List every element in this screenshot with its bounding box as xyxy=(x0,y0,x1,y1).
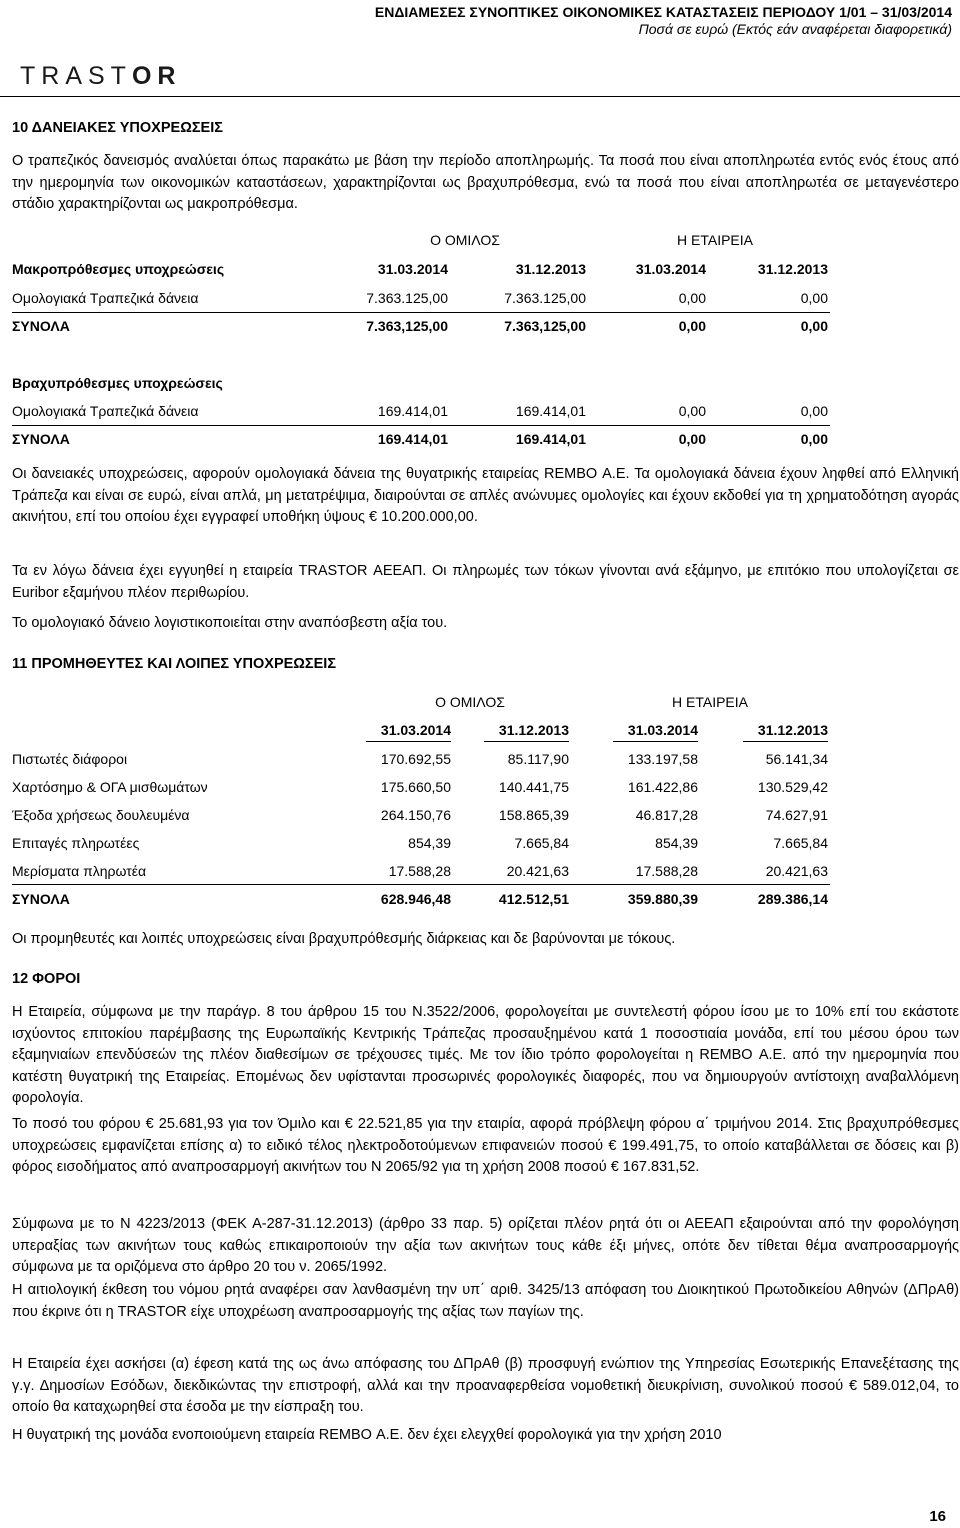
table-cell: 0,00 xyxy=(678,403,706,419)
total-cell: 169.414,01 xyxy=(515,431,586,447)
total-cell: 0,00 xyxy=(800,431,828,447)
table-cell: 7.363.125,00 xyxy=(504,290,586,306)
table-cell: 854,39 xyxy=(655,835,698,851)
table-cell: 158.865,39 xyxy=(498,807,569,823)
table-cell: 20.421,63 xyxy=(506,863,569,879)
long-term-title: Μακροπρόθεσμες υποχρεώσεις xyxy=(12,261,225,277)
table-rule xyxy=(12,425,830,426)
total-label: ΣΥΝΟΛΑ xyxy=(12,891,70,907)
table-cell: 7.363.125,00 xyxy=(366,290,448,306)
table-row-label: Ομολογιακά Τραπεζικά δάνεια xyxy=(12,290,199,306)
section-12-para-3: Σύμφωνα με το Ν 4223/2013 (ΦΕΚ Α-287-31.12.2013) (άρθρο 33 παρ. 5) ορίζεται πλέον ρητά ότι οι ΑΕΕΑΠ εξαιρούνται από την φορολόγηση υπεραξίας των ακινήτων τους καθώς επικαιροποιούν την αξία των ακινήτων τους κάθε έξι μήνες, οπότε δεν τίθεται θέμα αναπροσαρμογής σύμφωνα με τα οριζόμενα στο άρθρο 20 του ν. 2065/1992. xyxy=(12,1216,959,1275)
section-10-intro: Ο τραπεζικός δανεισμός αναλύεται όπως παρακάτω με βάση την περίοδο αποπληρωμής. Τα ποσά που είναι αποπληρωτέα εντός ενός έτους από την ημερομηνία των οικονομικών καταστάσεων, χαρακτηρίζονται ως βραχυπρόθεσμα, ενώ τα ποσά που είναι αποπληρωτέα σε μεταγενέστερο στάδιο χαρακτηρίζονται ως μακροπρόθεσμα. xyxy=(12,153,959,212)
table-rule xyxy=(12,884,830,885)
total-label: ΣΥΝΟΛΑ xyxy=(12,318,70,334)
table-cell: 161.422,86 xyxy=(627,779,698,795)
table-cell: 56.141,34 xyxy=(765,751,828,767)
short-term-title: Βραχυπρόθεσμες υποχρεώσεις xyxy=(12,375,223,391)
total-cell: 0,00 xyxy=(678,318,706,334)
total-cell: 359.880,39 xyxy=(627,891,698,907)
table-cell: 169.414,01 xyxy=(515,403,586,419)
section-12-para-1: Η Εταιρεία, σύμφωνα με την παράγρ. 8 του άρθρου 15 του Ν.3522/2006, φορολογείται με συντελεστή φόρου ίσου με το 10% επί του εκάστοτε ισχύοντος επιτοκίου παρέμβασης της Ευρωπαϊκής Κεντρικής Τράπεζας προσαυξημένου κατά 1 ποσοστιαία μονάδα, επί του μέσου όρου των εξαμηνιαίων επενδύσεών της πλέον διαθεσίμων σε τρέχουσες τιμές. Με τον ίδιο τρόπο φορολογείται η REMBO Α.Ε. από την ημερομηνία που κατέστη θυγατρική της Εταιρείας. Επομένως δεν υφίστανται προσωρινές φορολογικές διαφορές, που να δημιουργούν αντίστοιχη αναβαλλόμενη φορολογία. xyxy=(12,1004,959,1106)
date-underline xyxy=(613,741,698,742)
report-subtitle: Ποσά σε ευρώ (Εκτός εάν αναφέρεται διαφορετικά) xyxy=(638,21,952,37)
date-underline xyxy=(743,741,828,742)
table-cell: 7.665,84 xyxy=(514,835,569,851)
date-col: 31.03.2014 xyxy=(377,261,448,277)
total-cell: 169.414,01 xyxy=(377,431,448,447)
table-row-label: Έξοδα χρήσεως δουλευμένα xyxy=(12,807,190,823)
date-col: 31.03.2014 xyxy=(635,261,706,277)
report-title: ΕΝΔΙΑΜΕΣΕΣ ΣΥΝΟΠΤΙΚΕΣ ΟΙΚΟΝΟΜΙΚΕΣ ΚΑΤΑΣΤΑΣΕΙΣ ΠΕΡΙΟΔΟΥ 1/01 – 31/03/2014 xyxy=(374,4,952,20)
date-col: 31.12.2013 xyxy=(498,722,569,738)
date-col: 31.03.2014 xyxy=(627,722,698,738)
table-row-label: Επιταγές πληρωτέες xyxy=(12,835,140,851)
table-cell: 140.441,75 xyxy=(498,779,569,795)
total-cell: 0,00 xyxy=(678,431,706,447)
section-10-heading: 10 ΔΑΝΕΙΑΚΕΣ ΥΠΟΧΡΕΩΣΕΙΣ xyxy=(12,120,223,136)
section-11-heading: 11 ΠΡΟΜΗΘΕΥΤΕΣ ΚΑΙ ΛΟΙΠΕΣ ΥΠΟΧΡΕΩΣΕΙΣ xyxy=(12,656,337,672)
total-label: ΣΥΝΟΛΑ xyxy=(12,431,70,447)
total-cell: 628.946,48 xyxy=(380,891,451,907)
table-cell: 7.665,84 xyxy=(773,835,828,851)
section-12-para-4: Η αιτιολογική έκθεση του νόμου ρητά αναφέρει σαν λανθασμένη την υπ΄ αριθ. 3425/13 απόφαση του Διοικητικού Πρωτοδικείου Αθηνών (ΔΠρΑθ) που έκρινε ότι η TRASTOR είχε υποχρέωση αναπροσαρμογής της αξίας των παγίων της. xyxy=(12,1282,959,1320)
table-cell: 74.627,91 xyxy=(765,807,828,823)
total-cell: 289.386,14 xyxy=(757,891,828,907)
table-row-label: Πιστωτές διάφοροι xyxy=(12,751,128,767)
section-12-para-6: Η θυγατρική της μονάδα ενοποιούμενη εταιρεία REMBO Α.Ε. δεν έχει ελεγχθεί φορολογικά για την χρήση 2010 xyxy=(12,1427,722,1443)
table-cell: 20.421,63 xyxy=(765,863,828,879)
total-cell: 7.363,125,00 xyxy=(366,318,448,334)
group-label: Ο ΟΜΙΛΟΣ xyxy=(430,232,500,248)
date-col: 31.12.2013 xyxy=(515,261,586,277)
table-row-label: Μερίσματα πληρωτέα xyxy=(12,863,147,879)
section-10-para-3: Το ομολογιακό δάνειο λογιστικοποιείται στην αναπόσβεστη αξία του. xyxy=(12,615,448,631)
section-12-para-2: Το ποσό του φόρου € 25.681,93 για τον Όμιλο και € 22.521,85 για την εταιρία, αφορά πρόβλεψη φόρου α΄ τριμήνου 2014. Στις βραχυπρόθεσμες υποχρεώσεις εμφανίζεται επίσης α) το ειδικό τέλος ηλεκτροδοτούμενων επιφανειών ποσού € 199.491,75, το οποίο καταβάλλεται σε δόσεις και β) φόρος εισοδήματος από αναπροσαρμογή ακινήτων του Ν 2065/92 για τη χρήση 2008 ποσού € 167.831,52. xyxy=(12,1116,959,1175)
table-cell: 133.197,58 xyxy=(627,751,698,767)
table-cell: 17.588,28 xyxy=(635,863,698,879)
total-cell: 0,00 xyxy=(800,318,828,334)
table-row-label: Χαρτόσημο & ΟΓΑ μισθωμάτων xyxy=(12,779,208,795)
section-10-para-1: Οι δανειακές υποχρεώσεις, αφορούν ομολογιακά δάνεια της θυγατρικής εταιρείας REMBO Α.Ε. Τα ομολογιακά δάνεια έχουν ληφθεί από Ελληνική Τράπεζα και είναι σε ευρώ, είναι απλά, μη μετατρέψιμα, διαιρούνται σε απλές ανώνυμες ομολογίες και έχουν εκδοθεί για τη χρηματοδότηση αγοράς ακινήτου, επί του οποίου έχει εγγραφεί υποθήκη ύψους € 10.200.000,00. xyxy=(12,466,959,525)
company-label: Η ΕΤΑΙΡΕΙΑ xyxy=(672,694,748,710)
table-rule xyxy=(12,312,830,313)
section-11-note: Οι προμηθευτές και λοιπές υποχρεώσεις είναι βραχυπρόθεσμής διάρκειας και δε βαρύνονται με τόκους. xyxy=(12,931,676,947)
table-cell: 170.692,55 xyxy=(380,751,451,767)
company-label: Η ΕΤΑΙΡΕΙΑ xyxy=(677,232,753,248)
section-10-para-2: Τα εν λόγω δάνεια έχει εγγυηθεί η εταιρεία TRASTOR ΑΕΕΑΠ. Οι πληρωμές των τόκων γίνονται ανά εξάμηνο, με επιτόκιο που υπολογίζεται σε Euribor εξαμήνου πλέον περιθωρίου. xyxy=(12,563,959,601)
table-cell: 264.150,76 xyxy=(380,807,451,823)
date-underline xyxy=(366,741,451,742)
section-12-para-5: Η Εταιρεία έχει ασκήσει (α) έφεση κατά της ως άνω απόφασης του ΔΠρΑθ (β) προσφυγή ενώπιον της Υπηρεσίας Εσωτερικής Επανεξέτασης της γ.γ. Δημοσίων Εσόδων, διεκδικώντας την επιστροφή, αλλά και την προαναφερθείσα νομοθετική διευκρίνιση, συνολικού ποσού € 589.012,04, το οποίο θα καταχωρηθεί στα έσοδα με την είσπραξη του. xyxy=(12,1356,959,1415)
table-cell: 17.588,28 xyxy=(388,863,451,879)
table-cell: 854,39 xyxy=(408,835,451,851)
header-divider xyxy=(0,96,960,97)
date-col: 31.12.2013 xyxy=(757,722,828,738)
date-col: 31.03.2014 xyxy=(380,722,451,738)
page-number: 16 xyxy=(929,1508,946,1525)
table-cell: 46.817,28 xyxy=(635,807,698,823)
table-cell: 0,00 xyxy=(678,290,706,306)
table-cell: 85.117,90 xyxy=(507,751,569,767)
total-cell: 7.363,125,00 xyxy=(504,318,586,334)
date-col: 31.12.2013 xyxy=(757,261,828,277)
table-row-label: Ομολογιακά Τραπεζικά δάνεια xyxy=(12,403,199,419)
total-cell: 412.512,51 xyxy=(498,891,569,907)
trastor-logo: TRASTOR xyxy=(20,62,182,90)
table-cell: 0,00 xyxy=(800,403,828,419)
date-underline xyxy=(484,741,569,742)
table-cell: 130.529,42 xyxy=(757,779,828,795)
section-12-heading: 12 ΦΟΡΟΙ xyxy=(12,971,81,987)
table-cell: 169.414,01 xyxy=(377,403,448,419)
table-cell: 0,00 xyxy=(800,290,828,306)
table-cell: 175.660,50 xyxy=(380,779,451,795)
group-label: Ο ΟΜΙΛΟΣ xyxy=(435,694,505,710)
